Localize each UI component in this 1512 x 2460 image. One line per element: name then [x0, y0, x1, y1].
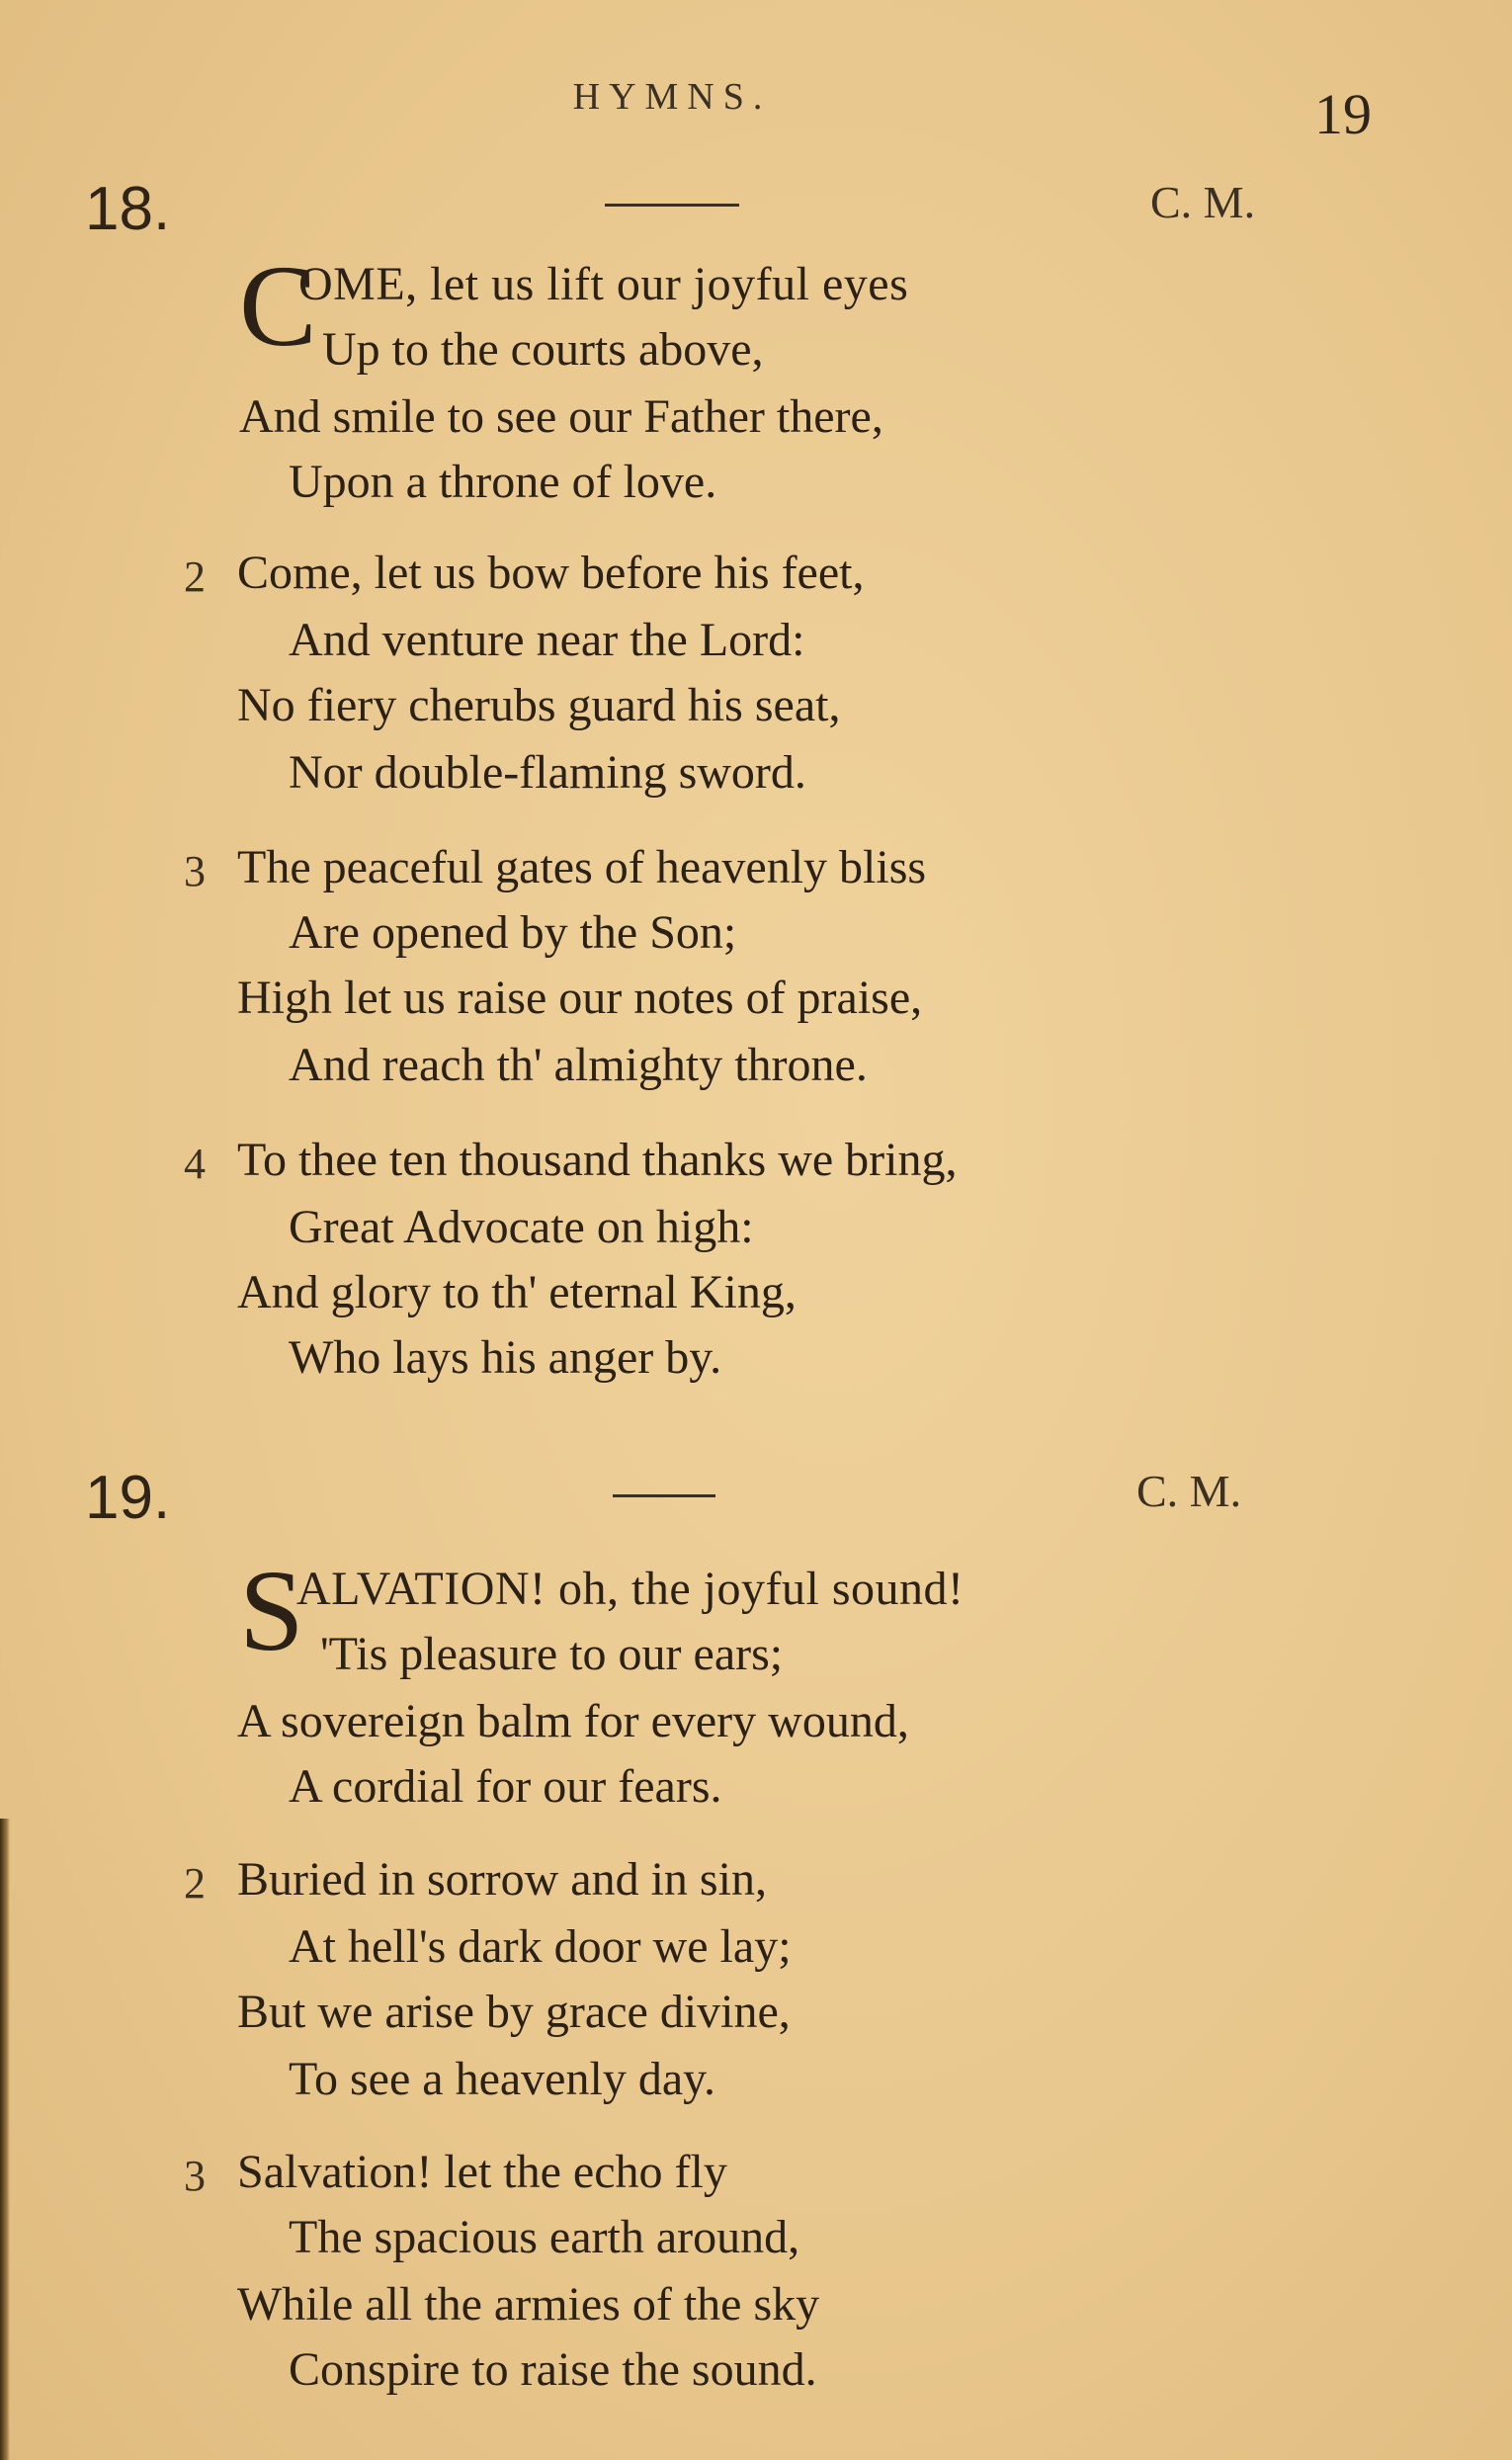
verse-number: 4 [184, 1140, 206, 1188]
hymn-line-text: OME, let us lift our joyful eyes [298, 258, 909, 310]
hymn-divider [613, 1494, 715, 1497]
book-spine-shadow [0, 1819, 10, 2460]
drop-cap-initial: C [239, 241, 317, 371]
hymn-number: 18. [85, 175, 171, 243]
hymn-line: Great Advocate on high: [289, 1201, 754, 1253]
hymn-number: 19. [85, 1464, 171, 1532]
hymn-divider [605, 204, 739, 207]
hymn-line: But we arise by grace divine, [237, 1986, 791, 2038]
hymn-line: Buried in sorrow and in sin, [237, 1853, 767, 1906]
hymn-line: At hell's dark door we lay; [289, 1920, 792, 1973]
hymn-line: Salvation! let the echo fly [237, 2146, 727, 2198]
verse-number: 3 [184, 847, 206, 895]
hymn-line: And reach th' almighty throne. [289, 1039, 868, 1091]
hymn-line: A cordial for our fears. [289, 1760, 722, 1813]
hymn-meter: C. M. [1136, 1466, 1242, 1516]
hymn-line: The peaceful gates of heavenly bliss [237, 841, 927, 893]
verse-number: 2 [184, 1859, 206, 1908]
hymn-line: Up to the courts above, [322, 323, 764, 376]
hymn-line: Upon a throne of love. [289, 456, 717, 508]
verse-number: 2 [184, 552, 206, 601]
verse-number: 3 [184, 2152, 206, 2200]
hymn-line: And glory to th' eternal King, [237, 1266, 797, 1318]
hymn-line: The spacious earth around, [289, 2211, 800, 2263]
running-head: HYMNS. [572, 76, 772, 118]
hymn-line: Conspire to raise the sound. [289, 2343, 817, 2396]
hymn-line: Come, let us bow before his feet, [237, 547, 865, 599]
hymn-line: And venture near the Lord: [289, 614, 805, 666]
hymn-line: To see a heavenly day. [289, 2053, 715, 2105]
hymn-line: High let us raise our notes of praise, [237, 972, 923, 1024]
hymn-line: Who lays his anger by. [289, 1331, 722, 1384]
hymn-line: No fiery cherubs guard his seat, [237, 679, 841, 731]
drop-cap-initial: S [239, 1546, 304, 1675]
hymn-line: To thee ten thousand thanks we bring, [237, 1134, 958, 1186]
hymn-line: Nor double-flaming sword. [289, 746, 806, 799]
hymn-line: Are opened by the Son; [289, 906, 737, 959]
hymn-line: 'Tis pleasure to our ears; [320, 1628, 784, 1680]
hymn-line: While all the armies of the sky [237, 2278, 820, 2331]
page-number: 19 [1314, 82, 1372, 146]
hymn-line: A sovereign balm for every wound, [237, 1695, 909, 1747]
hymn-meter: C. M. [1150, 177, 1256, 227]
hymn-line: And smile to see our Father there, [239, 390, 883, 443]
hymn-line-text: ALVATION! oh, the joyful sound! [296, 1563, 965, 1615]
